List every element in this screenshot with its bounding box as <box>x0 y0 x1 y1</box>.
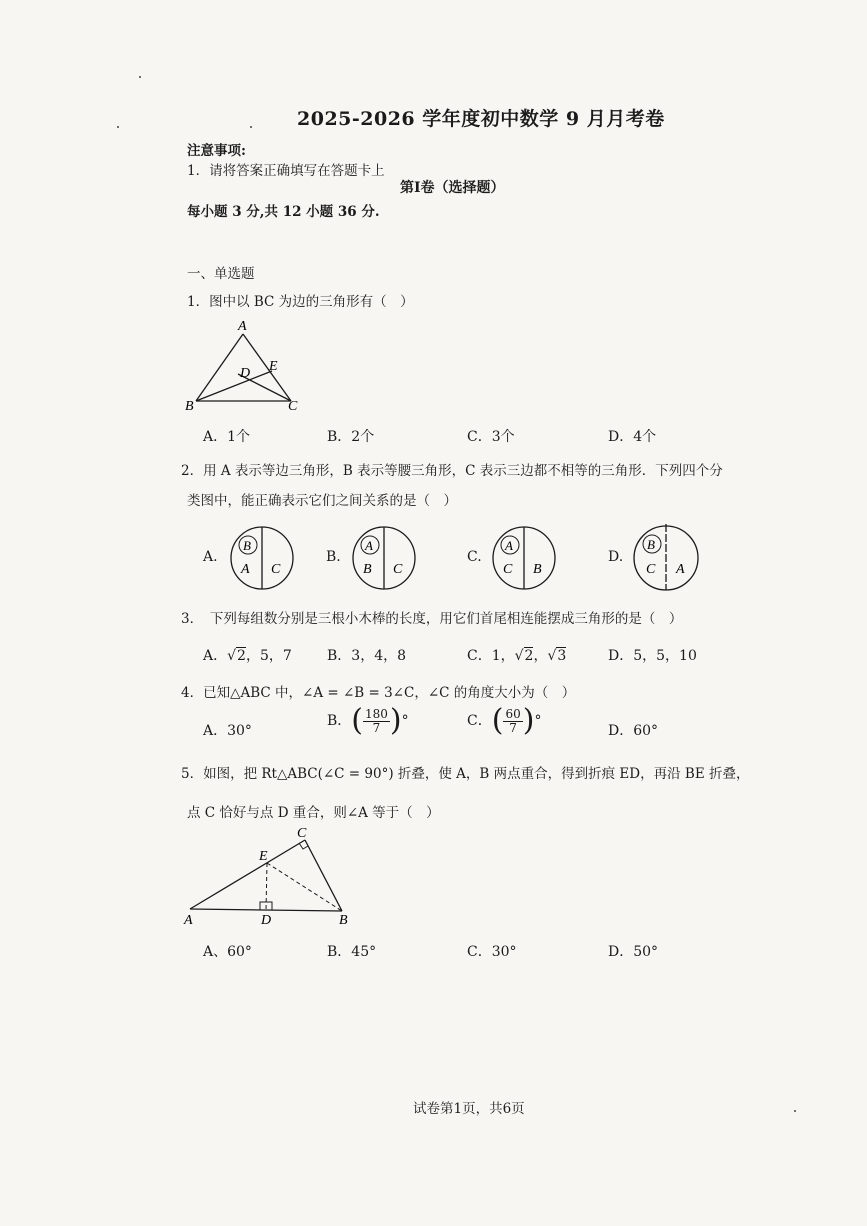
q5-label-e: E <box>259 849 268 864</box>
q2-c-left-label: C <box>503 562 513 577</box>
q3-option-c <box>467 645 566 665</box>
q1-label-d: D <box>240 366 251 381</box>
sqrt-sign: √ <box>547 648 557 664</box>
sqrt-sign: √ <box>514 648 524 664</box>
q4-option-c-denominator: 7 <box>509 720 517 735</box>
degree-sign: ° <box>401 713 409 729</box>
q1-triangle-figure <box>180 316 310 416</box>
q2-b-left-label: B <box>363 562 372 577</box>
q5-stem-line2: 点 C 恰好与点 D 重合，则∠A 等于（ ） <box>187 805 440 821</box>
left-paren: ( <box>351 703 364 738</box>
q5-label-a: A <box>184 913 193 928</box>
part-title: 第Ⅰ卷（选择题） <box>400 180 505 196</box>
scan-speck <box>794 1110 796 1112</box>
q2-b-circled-label: A <box>365 538 373 553</box>
page-footer: 试卷第1页，共6页 <box>413 1101 525 1117</box>
q4-stem: 4．已知△ABC 中，∠A = ∠B = 3∠C，∠C 的角度大小为（ ） <box>181 685 576 701</box>
q1-option-d: D．4个 <box>608 429 657 445</box>
q3-option-a-letter: A． <box>203 648 228 664</box>
q1-label-e: E <box>269 359 278 374</box>
q2-a-right-label: C <box>271 562 281 577</box>
q3-stem: 3． 下列每组数分别是三根小木棒的长度，用它们首尾相连能摆成三角形的是（ ） <box>181 611 683 627</box>
q5-label-d: D <box>261 913 272 928</box>
q2-a-circled-label: B <box>243 538 251 553</box>
q3-option-d: D．5，5，10 <box>608 648 697 664</box>
notice-item-1: 1．请将答案正确填写在答题卡上 <box>187 163 385 179</box>
q4-option-c-numerator: 60 <box>505 706 521 721</box>
left-paren: ( <box>491 703 504 738</box>
q1-label-c: C <box>288 399 298 414</box>
q1-option-b: B．2个 <box>327 429 375 445</box>
q1-segment-ab <box>196 334 243 401</box>
q5-option-c: C．30° <box>467 944 517 960</box>
q2-option-b-diagram <box>350 525 420 591</box>
q4-option-b <box>327 703 409 738</box>
q3-option-a-rest: ，5，7 <box>245 648 292 664</box>
q2-c-circled-label: A <box>505 538 513 553</box>
scan-speck <box>139 76 141 78</box>
scan-speck <box>250 126 252 128</box>
q5-fold-eb <box>267 863 342 911</box>
q5-fold-ed <box>266 863 267 910</box>
q2-b-right-label: C <box>393 562 403 577</box>
exam-title: 2025-2026 学年度初中数学 9 月月考卷 <box>297 108 665 130</box>
q1-stem: 1．图中以 BC 为边的三角形有（ ） <box>187 294 414 310</box>
q5-triangle-figure <box>180 823 360 931</box>
q4-option-b-letter: B． <box>327 713 352 729</box>
q1-label-a: A <box>238 319 247 334</box>
q4-option-b-denominator: 7 <box>372 720 381 735</box>
q4-option-c <box>467 703 542 738</box>
q2-c-right-label: B <box>533 562 542 577</box>
q2-d-circled-label: B <box>647 537 655 552</box>
right-paren: ) <box>389 703 402 738</box>
q2-option-d-diagram <box>631 523 703 591</box>
q1-option-a: A．1个 <box>203 429 251 445</box>
q2-stem-line2: 类图中，能正确表示它们之间关系的是（ ） <box>187 493 457 509</box>
notice-heading: 注意事项: <box>187 143 246 159</box>
q5-label-b: B <box>339 913 348 928</box>
sqrt-sign: √ <box>227 648 237 664</box>
q2-option-d-letter: D. <box>608 549 624 565</box>
q2-stem-line1: 2．用 A 表示等边三角形，B 表示等腰三角形，C 表示三边都不相等的三角形．下列四个分 <box>181 463 723 479</box>
q2-d-right-label: A <box>676 562 685 577</box>
q5-option-b: B．45° <box>327 944 377 960</box>
q1-segment-ac <box>243 334 291 401</box>
q4-option-b-fraction <box>363 708 390 735</box>
q2-option-c-diagram <box>490 525 560 591</box>
q5-segment-cb <box>305 840 342 911</box>
q3-option-c-radicand-2: 3 <box>557 648 567 664</box>
q3-option-c-radicand-1: 2 <box>524 648 534 664</box>
scan-speck <box>117 126 119 128</box>
q1-label-b: B <box>185 399 194 414</box>
q2-option-a-letter: A. <box>203 549 218 565</box>
degree-sign: ° <box>534 713 542 729</box>
q4-option-c-fraction <box>503 708 522 735</box>
q2-option-b-letter: B. <box>326 549 341 565</box>
q5-option-a: A、60° <box>203 944 252 960</box>
q5-option-d: D．50° <box>608 944 659 960</box>
q3-option-b: B．3，4，8 <box>327 648 407 664</box>
q3-option-c-letter: C．1， <box>467 648 515 664</box>
q2-option-a-diagram <box>228 525 298 591</box>
q4-option-b-numerator: 180 <box>365 706 388 721</box>
scoring-note: 每小题 3 分,共 12 小题 36 分. <box>187 204 380 220</box>
q3-option-a-radicand: 2 <box>237 648 246 664</box>
q5-segment-ac <box>190 840 305 909</box>
q1-option-c: C．3个 <box>467 429 515 445</box>
q3-option-c-sep: ， <box>533 648 548 664</box>
q2-option-c-letter: C. <box>467 549 482 565</box>
q5-stem-line1: 5．如图，把 Rt△ABC(∠C = 90°) 折叠，使 A，B 两点重合，得到折痕 ED，再沿 BE 折叠， <box>181 766 750 782</box>
q2-a-left-label: A <box>241 562 250 577</box>
q4-option-c-letter: C． <box>467 713 492 729</box>
right-paren: ) <box>522 703 535 738</box>
q2-d-left-label: C <box>646 562 656 577</box>
q5-label-c: C <box>297 826 307 841</box>
section-heading: 一、单选题 <box>187 266 255 282</box>
q4-option-d: D．60° <box>608 723 659 739</box>
q4-option-a: A．30° <box>203 723 252 739</box>
q3-option-a <box>203 645 292 665</box>
